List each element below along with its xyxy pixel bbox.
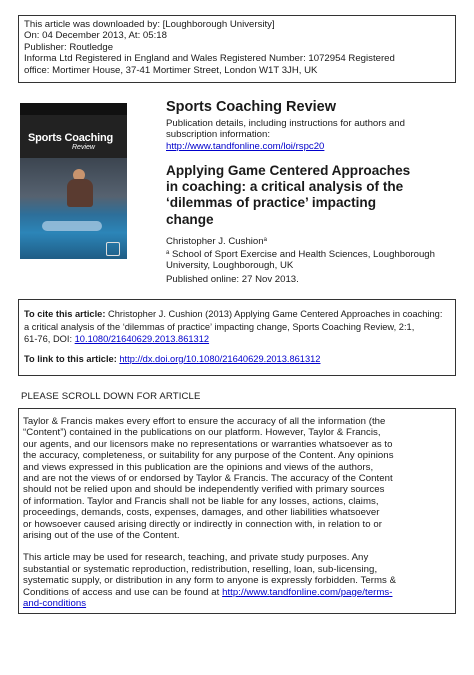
article-title-line: change [166, 211, 214, 227]
disclaimer-line: Taylor & Francis makes every effort to ensure the accuracy of all the information (the [23, 416, 386, 427]
terms-url-link-continued[interactable]: and-conditions [23, 598, 87, 610]
disclaimer-box [18, 408, 456, 614]
download-line: office: Mortimer House, 37-41 Mortimer Street, London W1T 3JH, UK [24, 64, 318, 76]
cover-photo-figure [67, 179, 93, 207]
affiliation-marker: a [166, 250, 170, 256]
cite-text: 61-76, DOI: [24, 334, 75, 345]
cover-photo-swimmer [42, 221, 102, 231]
disclaimer-line: our agents, and our licensors make no representations or warranties whatsoever as to [23, 438, 393, 450]
details-line: subscription information: [166, 129, 270, 141]
terms-line: systematic supply, or distribution in any form to anyone is expressly forbidden. Terms & [23, 575, 397, 587]
journal-title: Sports Coaching Review [166, 99, 337, 115]
terms-line: substantial or systematic reproduction, redistribution, reselling, loan, sub-licensing, [23, 563, 378, 575]
terms-line: This article may be used for research, teaching, and private study purposes. Any [23, 552, 369, 564]
disclaimer-line: the accuracy, completeness, or suitability for any purpose of the Content. Any opinions [23, 450, 394, 462]
terms-line: Conditions of access and use can be found at [23, 586, 223, 598]
published-date: Published online: 27 Nov 2013. [166, 274, 299, 285]
download-line: On: 04 December 2013, At: 05:18 [24, 30, 167, 42]
citation-box [18, 299, 456, 376]
journal-url-link[interactable]: http://www.tandfonline.com/loi/rspc20 [166, 140, 325, 152]
download-line: This article was downloaded by: [Loughborough University] [24, 19, 275, 30]
disclaimer-line: arising out of the use of the Content. [23, 530, 180, 542]
scroll-notice: PLEASE SCROLL DOWN FOR ARTICLE [21, 391, 201, 402]
article-title-line: Applying Game Centered Approaches [166, 163, 411, 178]
cover-title: Sports Coaching [28, 132, 114, 144]
author-affiliation [166, 249, 452, 272]
author-name [166, 236, 267, 247]
disclaimer-line: should not be relied upon and should be independently verified with primary sources [23, 484, 385, 496]
article-title-line: in coaching: a critical analysis of the [166, 179, 404, 195]
affiliation-line: School of Sport Exercise and Health Sciences, Loughborough [172, 249, 435, 260]
details-line: Publication details, including instructions for authors and [166, 118, 405, 129]
download-line: Publisher: Routledge [24, 41, 114, 53]
author-affiliation-marker: a [263, 237, 267, 243]
cite-text: a critical analysis of the ‘dilemmas of practice’ impacting change, Sports Coaching Review, 2:1, [24, 321, 415, 332]
author-text: Christopher J. Cushion [166, 236, 264, 247]
publisher-logo-icon [106, 242, 120, 256]
disclaimer-line: or howsoever caused arising directly or indirectly in connection with, in relation to or [23, 518, 383, 530]
disclaimer-paragraph [23, 416, 451, 541]
publication-details [166, 118, 405, 152]
disclaimer-line: and views expressed in this publication are the opinions and views of the authors, [23, 461, 374, 473]
terms-url-link[interactable]: http://www.tandfonline.com/page/terms- [222, 586, 393, 598]
article-doi-url-link[interactable]: http://dx.doi.org/10.1080/21640629.2013.861312 [119, 353, 321, 364]
journal-cover-image [20, 103, 127, 259]
disclaimer-line: of information. Taylor and Francis shall not be liable for any losses, actions, claims, [23, 495, 379, 507]
cite-text: Christopher J. Cushion (2013) Applying Game Centered Approaches in coaching: [105, 309, 443, 319]
cover-top-bar [20, 103, 127, 115]
download-line: Informa Ltd Registered in England and Wales Registered Number: 1072954 Registered [24, 53, 395, 65]
download-info-box [18, 15, 456, 83]
link-label: To link to this article: [24, 353, 120, 364]
terms-paragraph [23, 552, 451, 609]
cite-label: To cite this article: [24, 309, 106, 319]
cover-subtitle: Review [72, 144, 95, 151]
article-title-line: ‘dilemmas of practice’ impacting [166, 195, 377, 211]
disclaimer-line: proceedings, demands, costs, expenses, damages, and other liabilities whatsoever [23, 507, 380, 519]
disclaimer-line: and are not the views of or endorsed by Taylor & Francis. The accuracy of the Content [23, 473, 393, 485]
disclaimer-line: “Content”) contained in the publications on our platform. However, Taylor & Francis, [23, 427, 381, 439]
affiliation-line: University, Loughborough, UK [166, 260, 294, 272]
article-title [166, 163, 451, 228]
doi-link[interactable]: 10.1080/21640629.2013.861312 [74, 334, 210, 345]
